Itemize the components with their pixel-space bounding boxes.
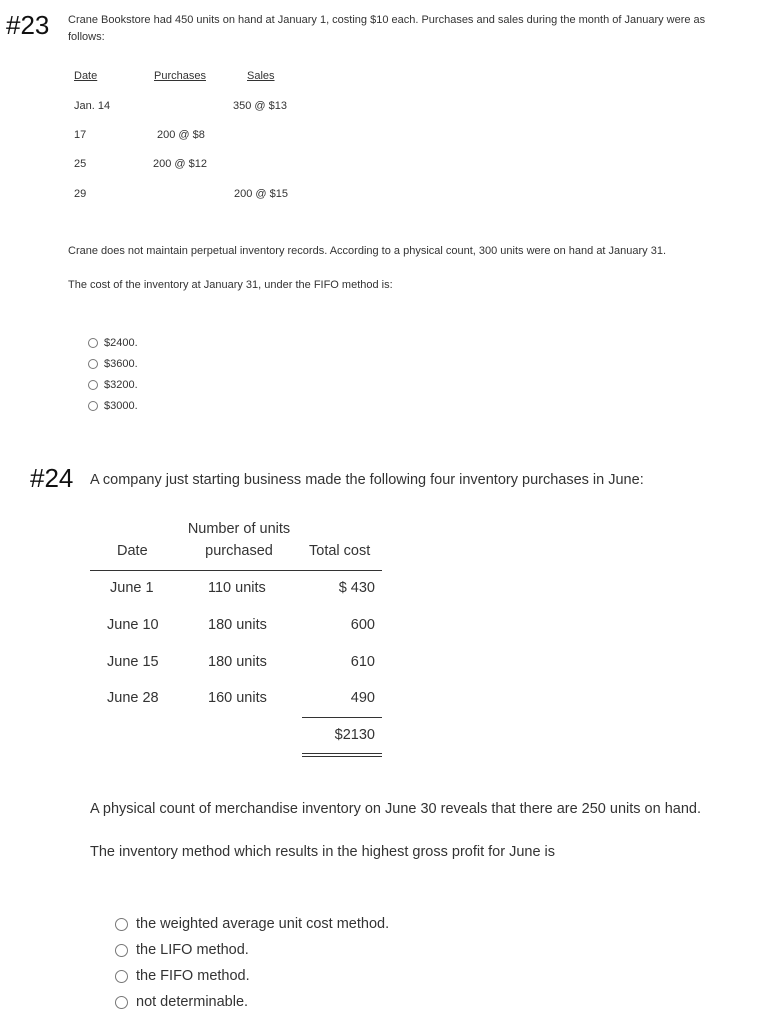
q24-header-date: Date bbox=[117, 543, 148, 559]
q24-header-total-cost: Total cost bbox=[309, 543, 371, 559]
radio-icon[interactable] bbox=[88, 380, 98, 390]
q23-option[interactable] bbox=[88, 400, 138, 412]
question-24-number: #24 bbox=[30, 463, 74, 493]
q24-option-label: the weighted average unit cost method. bbox=[136, 916, 390, 932]
radio-icon[interactable] bbox=[115, 970, 128, 983]
q24-row-cost: 600 bbox=[350, 617, 375, 633]
question-23-intro-line-2: follows: bbox=[68, 31, 105, 43]
q24-row-date: June 28 bbox=[107, 690, 159, 706]
q24-row-units: 110 units bbox=[208, 580, 266, 596]
q23-header-date: Date bbox=[74, 70, 98, 82]
q24-statement: A physical count of merchandise inventory on June 30 reveals that there are 250 units on hand. bbox=[90, 801, 701, 817]
q23-row-purchases: 200 @ $12 bbox=[153, 158, 207, 170]
q24-row-date: June 10 bbox=[107, 617, 159, 633]
q24-total-cost: $2130 bbox=[334, 727, 375, 743]
q23-option-label: $3200. bbox=[104, 379, 138, 391]
radio-icon[interactable] bbox=[115, 944, 128, 957]
q23-option-label: $2400. bbox=[104, 337, 138, 349]
q23-row-date: Jan. 14 bbox=[74, 100, 111, 112]
q23-header-purchases: Purchases bbox=[154, 70, 206, 82]
q24-option[interactable] bbox=[115, 968, 250, 984]
q23-row-date: 17 bbox=[74, 129, 87, 141]
q23-header-sales: Sales bbox=[247, 70, 275, 82]
q23-row-purchases: 200 @ $8 bbox=[157, 129, 205, 141]
q23-row-date: 29 bbox=[74, 188, 87, 200]
q23-statement: Crane does not maintain perpetual inventory records. According to a physical count, 300 units were on hand at January 31. bbox=[68, 245, 667, 257]
q24-row-units: 180 units bbox=[208, 654, 267, 670]
q24-row-units: 160 units bbox=[208, 690, 267, 706]
table-header-rule bbox=[90, 570, 382, 571]
q24-row-cost: $ 430 bbox=[338, 580, 375, 596]
q23-option[interactable] bbox=[88, 379, 138, 391]
q24-header-units-line-2: purchased bbox=[205, 543, 273, 559]
q24-row-cost: 610 bbox=[350, 654, 375, 670]
radio-icon[interactable] bbox=[115, 996, 128, 1009]
double-underline-bottom bbox=[302, 756, 382, 757]
q23-option[interactable] bbox=[88, 337, 138, 349]
q23-row-date: 25 bbox=[74, 158, 87, 170]
q24-option[interactable] bbox=[115, 916, 389, 932]
q24-row-cost: 490 bbox=[350, 690, 375, 706]
q24-row-date: June 15 bbox=[107, 654, 159, 670]
q23-row-sales: 350 @ $13 bbox=[233, 100, 287, 112]
q24-option-label: the FIFO method. bbox=[136, 968, 250, 984]
q23-question: The cost of the inventory at January 31, under the FIFO method is: bbox=[68, 279, 393, 291]
total-rule bbox=[302, 717, 382, 718]
q23-option-label: $3000. bbox=[104, 400, 138, 412]
q24-option-label: the LIFO method. bbox=[136, 942, 249, 958]
question-23-intro-line-1: Crane Bookstore had 450 units on hand at January 1, costing $10 each. Purchases and sales during the month of January were as bbox=[68, 14, 706, 26]
radio-icon[interactable] bbox=[88, 359, 98, 369]
q23-option[interactable] bbox=[88, 358, 138, 370]
q24-header-units-line-1: Number of units bbox=[187, 521, 291, 537]
radio-icon[interactable] bbox=[115, 918, 128, 931]
q24-option-label: not determinable. bbox=[136, 994, 249, 1010]
double-underline-top bbox=[302, 753, 382, 754]
q24-option[interactable] bbox=[115, 994, 248, 1010]
q24-question: The inventory method which results in the highest gross profit for June is bbox=[90, 844, 556, 860]
q24-row-units: 180 units bbox=[208, 617, 267, 633]
radio-icon[interactable] bbox=[88, 338, 98, 348]
q23-option-label: $3600. bbox=[104, 358, 138, 370]
q24-option[interactable] bbox=[115, 942, 249, 958]
q23-row-sales: 200 @ $15 bbox=[234, 188, 288, 200]
question-23-number: #23 bbox=[6, 10, 50, 40]
q24-row-date: June 1 bbox=[110, 580, 154, 596]
radio-icon[interactable] bbox=[88, 401, 98, 411]
question-24-intro: A company just starting business made the following four inventory purchases in June: bbox=[90, 472, 644, 488]
